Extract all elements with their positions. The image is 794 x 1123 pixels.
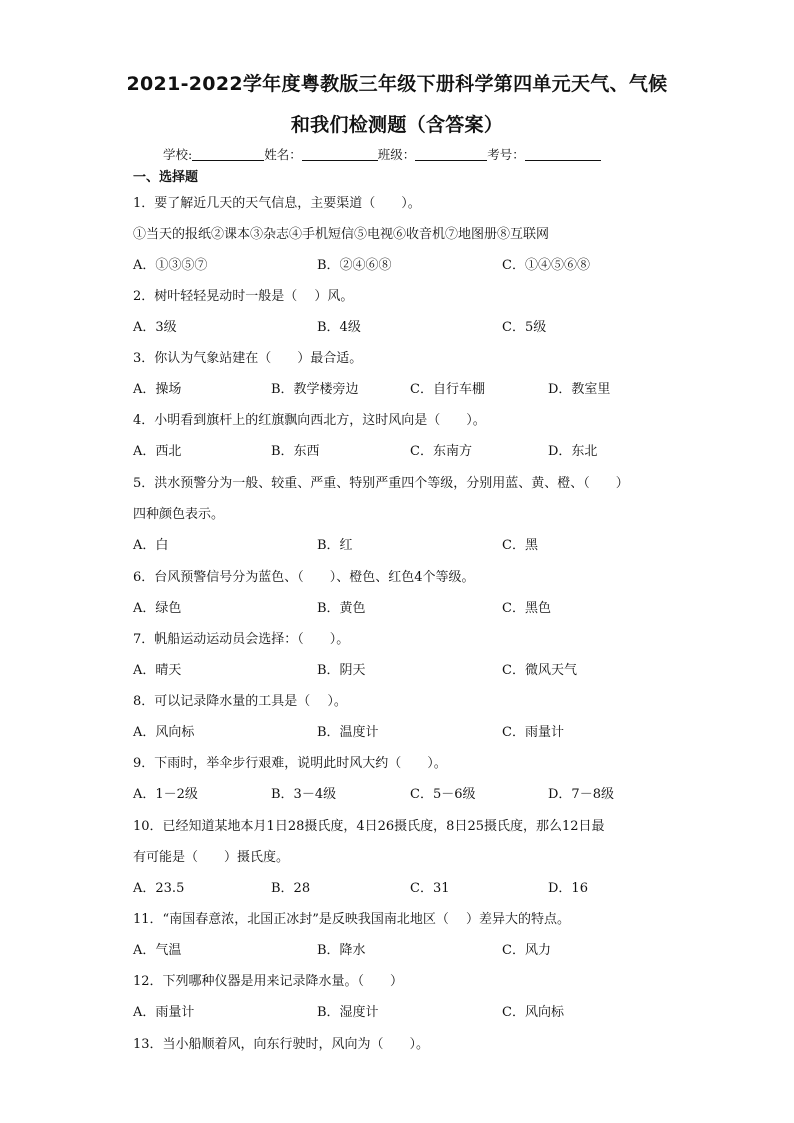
question-4-option-b[interactable]: B．东西 xyxy=(271,444,320,459)
question-1-stem: 1．要了解近几天的天气信息，主要渠道（ ）。 xyxy=(133,196,421,211)
question-1-option-c[interactable]: C．①④⑤⑥⑧ xyxy=(502,258,590,273)
question-7-option-a[interactable]: A．晴天 xyxy=(133,663,182,678)
class-label: 班级： xyxy=(377,147,416,162)
question-6-option-c[interactable]: C．黑色 xyxy=(502,601,551,616)
school-blank[interactable] xyxy=(192,146,264,161)
question-5-option-a[interactable]: A．白 xyxy=(133,538,169,553)
question-6-stem: 6．台风预警信号分为蓝色、（ ）、橙色、红色4个等级。 xyxy=(133,570,475,585)
question-1-option-a[interactable]: A．①③⑤⑦ xyxy=(133,258,208,273)
title-line-2: 和我们检测题（含答案） xyxy=(290,114,504,136)
question-11-option-a[interactable]: A．气温 xyxy=(133,943,182,958)
exam-no-label: 考号： xyxy=(487,147,525,162)
question-3-option-c[interactable]: C．自行车棚 xyxy=(410,382,485,397)
question-7-stem: 7．帆船运动运动员会选择：（ ）。 xyxy=(133,632,350,647)
question-2-stem: 2．树叶轻轻晃动时一般是（ ）风。 xyxy=(133,289,354,304)
question-4-option-c[interactable]: C．东南方 xyxy=(410,444,472,459)
question-13-stem: 13．当小船顺着风，向东行驶时，风向为（ ）。 xyxy=(133,1037,430,1052)
student-info-row xyxy=(163,145,601,163)
question-12-option-c[interactable]: C．风向标 xyxy=(502,1005,564,1020)
question-12-stem: 12．下列哪种仪器是用来记录降水量。（ ） xyxy=(133,974,404,989)
school-label: 学校: xyxy=(163,147,193,162)
question-7-option-b[interactable]: B．阴天 xyxy=(317,663,366,678)
question-5-stem-continued: 四种颜色表示。 xyxy=(133,507,225,522)
question-11-stem: 11．“南国春意浓，北国正冰封”是反映我国南北地区（ ）差异大的特点。 xyxy=(133,912,570,927)
question-8-option-c[interactable]: C．雨量计 xyxy=(502,725,564,740)
exam-no-blank[interactable] xyxy=(525,146,601,161)
question-3-option-d[interactable]: D．教室里 xyxy=(548,382,611,397)
name-label: 姓名： xyxy=(264,147,302,162)
question-4-option-d[interactable]: D．东北 xyxy=(548,444,598,459)
question-11-option-b[interactable]: B．降水 xyxy=(317,943,366,958)
question-7-option-c[interactable]: C．微风天气 xyxy=(502,663,577,678)
question-6-option-a[interactable]: A．绿色 xyxy=(133,601,182,616)
question-8-option-a[interactable]: A．风向标 xyxy=(133,725,195,740)
question-3-stem: 3．你认为气象站建在（ ）最合适。 xyxy=(133,351,363,366)
question-9-option-a[interactable]: A．1－2级 xyxy=(133,787,198,802)
name-blank[interactable] xyxy=(302,146,378,161)
question-3-option-b[interactable]: B．教学楼旁边 xyxy=(271,382,359,397)
question-4-option-a[interactable]: A．西北 xyxy=(133,444,182,459)
title-line-1: 2021-2022学年度粤教版三年级下册科学第四单元天气、气候 xyxy=(126,73,668,95)
question-10-option-d[interactable]: D．16 xyxy=(548,881,588,896)
question-1-extra: ①当天的报纸②课本③杂志④手机短信⑤电视⑥收音机⑦地图册⑧互联网 xyxy=(133,227,550,242)
question-3-option-a[interactable]: A．操场 xyxy=(133,382,182,397)
question-5-stem: 5．洪水预警分为一般、较重、严重、特别严重四个等级，分别用蓝、黄、橙、（ ） xyxy=(133,476,629,491)
question-2-option-a[interactable]: A．3级 xyxy=(133,320,177,335)
question-10-option-a[interactable]: A．23.5 xyxy=(133,881,185,896)
question-9-option-d[interactable]: D．7－8级 xyxy=(548,787,614,802)
question-8-stem: 8．可以记录降水量的工具是（ ）。 xyxy=(133,694,347,709)
question-9-option-b[interactable]: B．3－4级 xyxy=(271,787,337,802)
question-2-option-b[interactable]: B．4级 xyxy=(317,320,361,335)
question-10-option-b[interactable]: B．28 xyxy=(271,881,311,896)
question-9-stem: 9．下雨时，举伞步行艰难，说明此时风大约（ ）。 xyxy=(133,756,447,771)
question-10-stem: 10．已经知道某地本月1日28摄氏度，4日26摄氏度，8日25摄氏度，那么12日最 xyxy=(133,819,605,834)
question-12-option-b[interactable]: B．湿度计 xyxy=(317,1005,379,1020)
section-title: 一、选择题 xyxy=(133,170,199,185)
class-blank[interactable] xyxy=(415,146,487,161)
question-1-option-b[interactable]: B．②④⑥⑧ xyxy=(317,258,392,273)
question-4-stem: 4．小明看到旗杆上的红旗飘向西北方，这时风向是（ ）。 xyxy=(133,413,486,428)
question-10-stem-continued: 有可能是（ ）摄氏度。 xyxy=(133,850,290,865)
question-2-option-c[interactable]: C．5级 xyxy=(502,320,547,335)
question-9-option-c[interactable]: C．5－6级 xyxy=(410,787,476,802)
question-5-option-c[interactable]: C．黑 xyxy=(502,538,538,553)
question-8-option-b[interactable]: B．温度计 xyxy=(317,725,379,740)
question-6-option-b[interactable]: B．黄色 xyxy=(317,601,366,616)
question-10-option-c[interactable]: C．31 xyxy=(410,881,450,896)
question-11-option-c[interactable]: C．风力 xyxy=(502,943,551,958)
question-5-option-b[interactable]: B．红 xyxy=(317,538,353,553)
question-12-option-a[interactable]: A．雨量计 xyxy=(133,1005,195,1020)
